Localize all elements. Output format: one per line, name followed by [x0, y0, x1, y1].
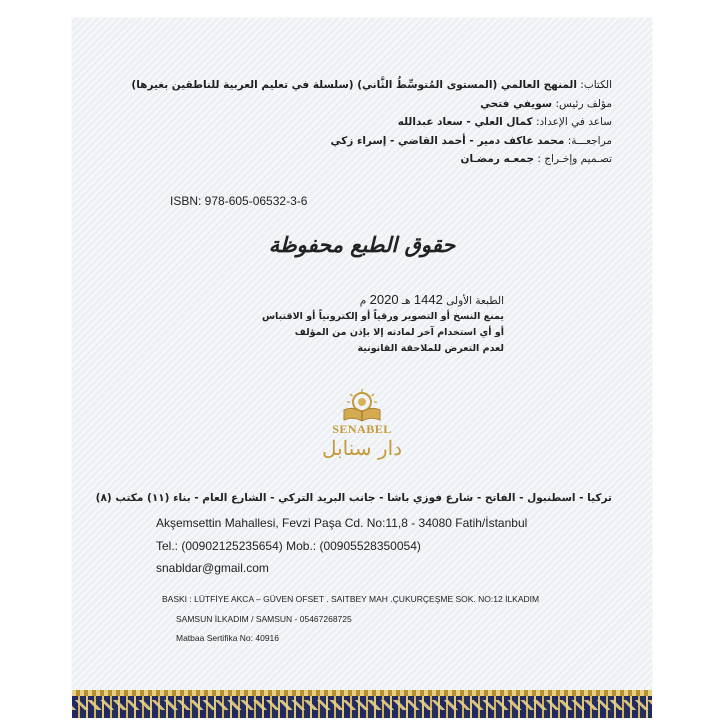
- credit-label: الكتاب:: [576, 79, 612, 91]
- edition-greg-suffix: م: [359, 295, 367, 307]
- credit-book: [92, 76, 612, 95]
- copyright-page: [72, 18, 652, 718]
- credit-author: [92, 95, 612, 114]
- edition-year-hijri: 1442: [413, 292, 443, 307]
- credit-value: كمال العلي - سعاد عبدالله: [397, 116, 533, 128]
- notice-line: أو أي استخدام آخر لمادته إلا بإذن من المؤلف: [294, 327, 504, 338]
- credit-value: محمد عاكف دمير - أحمد القاضي - إسراء زكي: [330, 134, 565, 147]
- print-line-2: SAMSUN İLKADIM / SAMSUN - 05467268725: [176, 613, 352, 624]
- book-sun-icon: [314, 388, 410, 424]
- credits-block: [92, 76, 612, 169]
- credit-assist: [92, 113, 612, 132]
- address-arabic: تركيا - اسطنبول - الفاتح - شارع فوزي باشا - جانب البريد التركي - الشارع العام - بناء (١١) مكتب (٨): [95, 492, 612, 504]
- publisher-logo: [314, 388, 410, 474]
- contact-block: [156, 512, 527, 580]
- print-line-3: Matbaa Sertifika No: 40916: [176, 633, 280, 643]
- credit-value: جمعـه رمضـان: [460, 153, 535, 165]
- isbn: ISBN: 978-605-06532-3-6: [170, 194, 308, 208]
- email-address: snabldar@gmail.com: [156, 561, 269, 575]
- credit-design: [92, 150, 612, 169]
- copyright-heading: حقوق الطبع محفوظة: [268, 232, 456, 257]
- credit-label: ساعد في الإعداد:: [532, 116, 612, 128]
- notice-line: لعدم التعرض للملاحقة القانونية: [357, 343, 504, 354]
- credit-value: المنهج العالمي (المستوى المُتوسِّطُ الثَّاني) (سلسلة في تعليم العربية للناطقين بغيرها): [131, 79, 577, 91]
- credit-review: [92, 132, 612, 151]
- notice-line: يمنع النسخ أو التصوير ورقياً أو إلكترونياً أو الاقتباس: [261, 311, 504, 322]
- edition-label: الطبعة الأولى: [446, 295, 504, 307]
- address-turkish: Akşemsettin Mahallesi, Fevzi Paşa Cd. No:11,8 - 34080 Fatih/İstanbul: [156, 516, 528, 530]
- logo-arabic: دار سنابل: [321, 436, 403, 460]
- credit-label: مؤلف رئيس:: [552, 97, 612, 110]
- credit-label: تصـميم وإخـراج :: [534, 153, 612, 165]
- notice-block: [184, 292, 504, 357]
- phone-numbers: Tel.: (00902125235654) Mob.: (00905528350054): [156, 538, 421, 553]
- print-line-1: BASKI : LÜTFİYE AKCA – GÜVEN OFSET . SAITBEY MAH .ÇUKURÇEŞME SOK. NO:12 İLKADIM: [162, 594, 540, 604]
- edition-line: [184, 292, 504, 309]
- edition-hijri-suffix: هـ: [401, 295, 411, 307]
- credit-value: سويفي فتحي: [480, 97, 553, 110]
- print-info: [162, 590, 540, 649]
- credit-label: مراجعـــة:: [564, 134, 612, 147]
- edition-year-greg: 2020: [369, 292, 399, 307]
- logo-name: SENABEL: [332, 422, 392, 436]
- decorative-border: [72, 690, 652, 718]
